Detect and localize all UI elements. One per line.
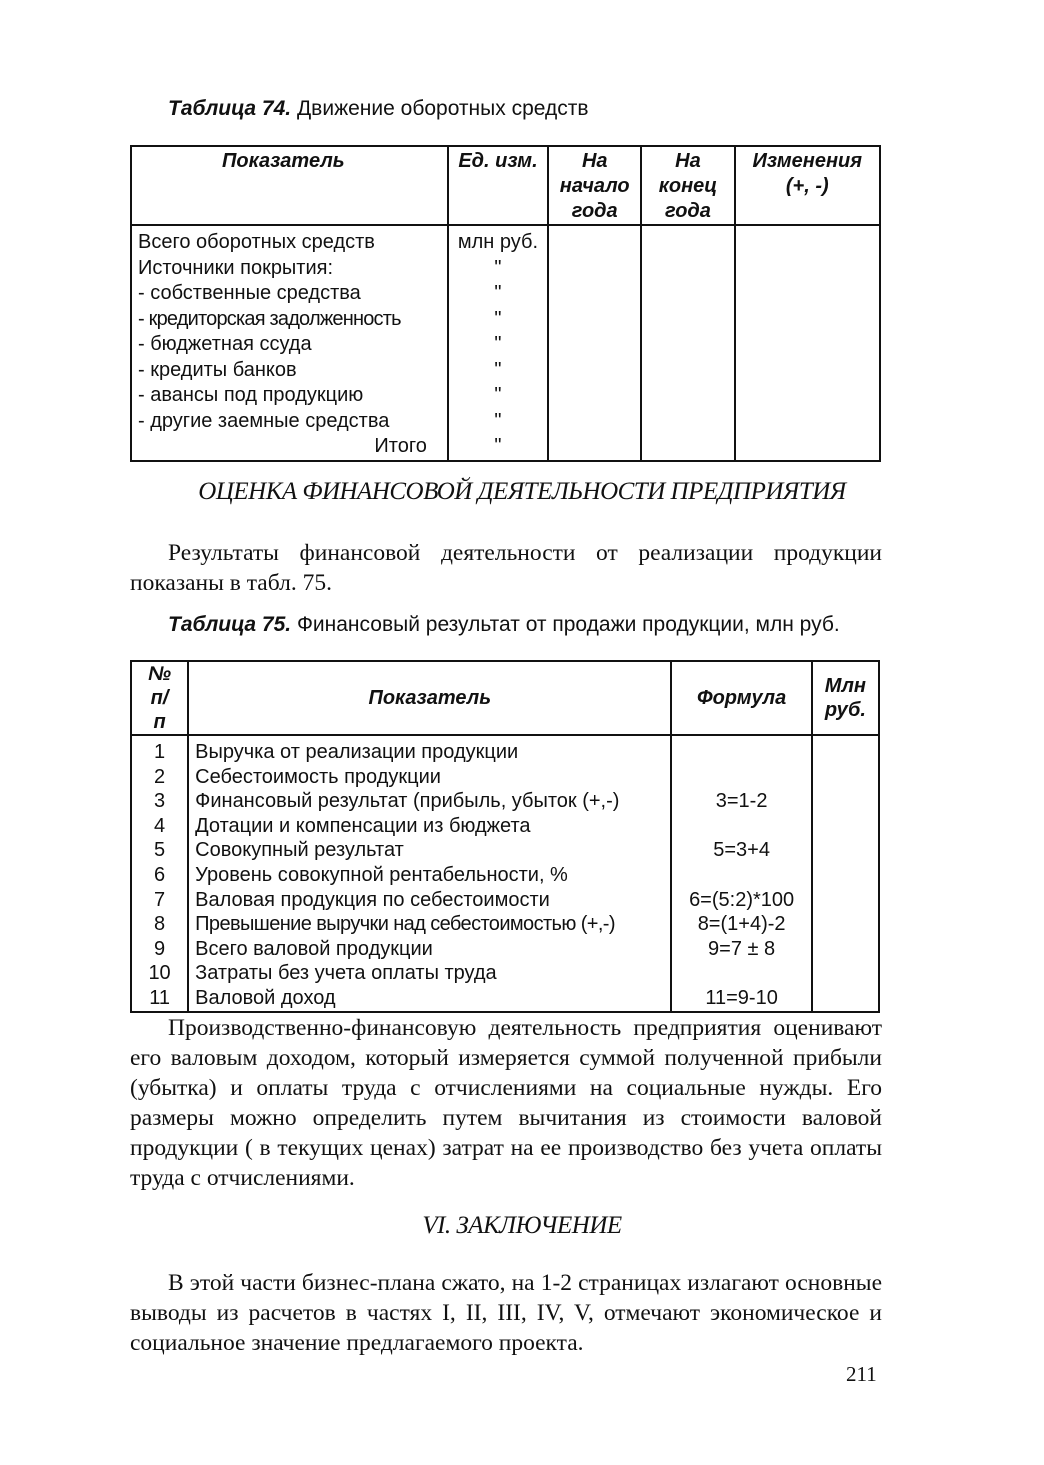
empty-cell: [812, 735, 879, 765]
table-row: [131, 225, 880, 256]
row-label: Уровень совокупной рентабельности, %: [188, 863, 671, 888]
row-unit: ": [448, 434, 548, 461]
table-row: [131, 358, 880, 384]
empty-cell: [812, 814, 879, 839]
empty-cell: [641, 225, 734, 256]
row-number: 1: [131, 735, 188, 765]
empty-cell: [735, 332, 880, 358]
empty-cell: [641, 307, 734, 333]
row-number: 10: [131, 961, 188, 986]
table74-header-start: На начало года: [548, 146, 641, 225]
empty-cell: [548, 256, 641, 282]
row-formula: [671, 961, 811, 986]
empty-cell: [641, 383, 734, 409]
table-row: [131, 888, 879, 913]
table74: [130, 145, 881, 462]
empty-cell: [735, 434, 880, 461]
table75: [130, 660, 880, 1013]
empty-cell: [812, 765, 879, 790]
row-formula: 9=7 ± 8: [671, 937, 811, 962]
table74-header-end: На конец года: [641, 146, 734, 225]
conclusion-heading: VI. ЗАКЛЮЧЕНИЕ: [422, 1212, 622, 1239]
row-label: Всего валовой продукции: [188, 937, 671, 962]
row-label: - кредиторская задолженность: [131, 307, 448, 333]
empty-cell: [641, 256, 734, 282]
row-label: Источники покрытия:: [131, 256, 448, 282]
table-row: [131, 409, 880, 435]
empty-cell: [735, 307, 880, 333]
table-row: [131, 281, 880, 307]
table75-caption-label: Таблица 75.: [168, 613, 292, 636]
empty-cell: [641, 409, 734, 435]
row-label: Превышение выручки над себестоимостью (+,-): [188, 912, 671, 937]
intro-paragraph: [130, 538, 882, 598]
empty-cell: [548, 434, 641, 461]
table74-header-indicator: Показатель: [131, 146, 448, 225]
table-row: [131, 961, 879, 986]
row-number: 7: [131, 888, 188, 913]
gross-income-paragraph: [130, 1013, 882, 1193]
row-unit: ": [448, 409, 548, 435]
row-unit: ": [448, 332, 548, 358]
row-number: 4: [131, 814, 188, 839]
empty-cell: [641, 358, 734, 384]
table75-header-row: [131, 661, 879, 735]
row-label: - собственные средства: [131, 281, 448, 307]
row-unit: млн руб.: [448, 225, 548, 256]
row-number: 9: [131, 937, 188, 962]
table75-header-indicator: Показатель: [188, 661, 671, 735]
row-number: 8: [131, 912, 188, 937]
table74-caption-text: Движение оборотных средств: [291, 97, 589, 120]
empty-cell: [812, 912, 879, 937]
empty-cell: [735, 256, 880, 282]
empty-cell: [548, 281, 641, 307]
row-label: Выручка от реализации продукции: [188, 735, 671, 765]
empty-cell: [735, 281, 880, 307]
empty-cell: [812, 986, 879, 1012]
empty-cell: [548, 225, 641, 256]
empty-cell: [548, 332, 641, 358]
row-formula: 5=3+4: [671, 838, 811, 863]
table75-header-number: № п/п: [131, 661, 188, 735]
row-total-label: Итого: [131, 434, 448, 461]
empty-cell: [641, 281, 734, 307]
row-number: 5: [131, 838, 188, 863]
row-unit: ": [448, 383, 548, 409]
row-formula: 3=1-2: [671, 789, 811, 814]
table-row: [131, 307, 880, 333]
row-formula: 8=(1+4)-2: [671, 912, 811, 937]
row-formula: [671, 863, 811, 888]
table-row: [131, 765, 879, 790]
table74-header-change: Изменения (+, -): [735, 146, 880, 225]
table-row: [131, 912, 879, 937]
table-row: [131, 256, 880, 282]
page-number: 211: [846, 1362, 877, 1386]
row-label: Совокупный результат: [188, 838, 671, 863]
row-label: - авансы под продукцию: [131, 383, 448, 409]
row-unit: ": [448, 307, 548, 333]
row-formula: 6=(5:2)*100: [671, 888, 811, 913]
table74-header-row: [131, 146, 880, 225]
empty-cell: [548, 307, 641, 333]
table-row: [131, 332, 880, 358]
empty-cell: [641, 332, 734, 358]
row-unit: ": [448, 358, 548, 384]
empty-cell: [812, 863, 879, 888]
row-formula: [671, 814, 811, 839]
row-label: Всего оборотных средств: [131, 225, 448, 256]
row-formula: [671, 735, 811, 765]
row-number: 2: [131, 765, 188, 790]
table75-header-value: Млн руб.: [812, 661, 879, 735]
row-number: 6: [131, 863, 188, 888]
row-label: Затраты без учета оплаты труда: [188, 961, 671, 986]
table-row: [131, 735, 879, 765]
row-label: - другие заемные средства: [131, 409, 448, 435]
empty-cell: [812, 838, 879, 863]
empty-cell: [548, 409, 641, 435]
empty-cell: [812, 961, 879, 986]
row-label: Дотации и компенсации из бюджета: [188, 814, 671, 839]
table-row: [131, 789, 879, 814]
intro-text: Результаты финансовой деятельности от реализации продукции показаны в табл. 75.: [130, 540, 882, 596]
row-formula: [671, 765, 811, 790]
row-label: Валовой доход: [188, 986, 671, 1012]
row-formula: 11=9-10: [671, 986, 811, 1012]
conclusion-paragraph: [130, 1268, 882, 1358]
table-row: [131, 814, 879, 839]
table-row: [131, 838, 879, 863]
table75-caption-text: Финансовый результат от продажи продукции, млн руб.: [291, 613, 840, 636]
row-number: 11: [131, 986, 188, 1012]
conclusion-text: В этой части бизнес-плана сжато, на 1-2 страницах излагают основные выводы из расчетов в частях I, II, III, IV, V, отмечают экономическое и социальное значение предлагаемого проекта.: [130, 1270, 882, 1356]
gross-income-text: Производственно-финансовую деятельность предприятия оценивают его валовым доходом, который измеряется суммой полученной прибыли (убытка) и оплаты труда с отчислениями на социальные нужды. Его размеры можно определить путем вычитания из стоимости валовой продукции ( в текущих ценах) затрат на ее производство без учета оплаты труда с отчислениями.: [130, 1015, 882, 1191]
row-label: Валовая продукция по себестоимости: [188, 888, 671, 913]
empty-cell: [812, 789, 879, 814]
empty-cell: [735, 225, 880, 256]
empty-cell: [735, 358, 880, 384]
empty-cell: [812, 888, 879, 913]
table-row: [131, 383, 880, 409]
row-label: - бюджетная ссуда: [131, 332, 448, 358]
table75-caption: [168, 613, 840, 637]
empty-cell: [735, 409, 880, 435]
row-label: - кредиты банков: [131, 358, 448, 384]
table-row: [131, 863, 879, 888]
row-number: 3: [131, 789, 188, 814]
table75-header-formula: Формула: [671, 661, 811, 735]
section-heading: ОЦЕНКА ФИНАНСОВОЙ ДЕЯТЕЛЬНОСТИ ПРЕДПРИЯТИЯ: [198, 478, 846, 505]
table74-header-unit: Ед. изм.: [448, 146, 548, 225]
table-row: [131, 986, 879, 1012]
empty-cell: [641, 434, 734, 461]
table74-caption: [168, 97, 589, 121]
row-label: Финансовый результат (прибыль, убыток (+,-): [188, 789, 671, 814]
table-row: [131, 937, 879, 962]
empty-cell: [548, 358, 641, 384]
row-label: Себестоимость продукции: [188, 765, 671, 790]
row-unit: ": [448, 256, 548, 282]
row-unit: ": [448, 281, 548, 307]
empty-cell: [548, 383, 641, 409]
empty-cell: [735, 383, 880, 409]
empty-cell: [812, 937, 879, 962]
table-row-total: [131, 434, 880, 461]
table74-caption-label: Таблица 74.: [168, 97, 292, 120]
